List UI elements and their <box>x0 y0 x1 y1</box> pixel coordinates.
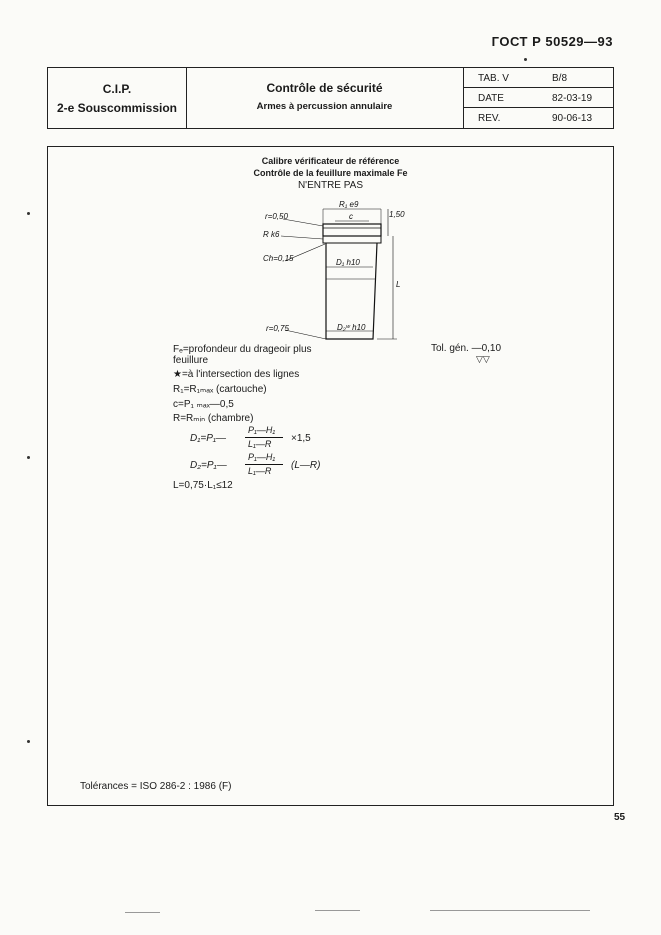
formula1-tail: ×1,5 <box>291 433 311 444</box>
label-ch015: Ch=0,15 <box>263 254 294 263</box>
label-rk6: R k6 <box>263 230 280 239</box>
tab-key: TAB. V <box>478 73 509 84</box>
scan-mark <box>524 58 527 61</box>
date-row <box>464 88 613 108</box>
date-key: DATE <box>478 93 504 104</box>
note-star: ★=à l'intersection des lignes <box>173 369 300 380</box>
header-right-cell <box>464 68 613 128</box>
header-table <box>47 67 614 129</box>
date-value: 82-03-19 <box>552 93 593 104</box>
formula1-numerator: P₁—H₁ <box>248 425 276 435</box>
scan-mark <box>27 212 30 215</box>
surface-finish-symbol: ▽▽ <box>476 354 490 364</box>
main-title-line3: N'ENTRE PAS <box>297 180 364 191</box>
label-r-050: r=0,50 <box>265 212 288 221</box>
label-d2-h10: D₂ʷ h10 <box>337 323 366 332</box>
tolerance-label: Tol. gén. —0,10 <box>431 343 502 354</box>
formula2-numerator: P₁—H₁ <box>248 452 276 462</box>
scan-line <box>125 912 160 913</box>
cip-label: C.I.P. <box>102 82 132 96</box>
header-left-cell <box>48 68 187 128</box>
header-subtitle: Armes à percussion annulaire <box>256 101 393 112</box>
formula1-fraction-bar <box>245 437 283 438</box>
note-r1: R₁=R₁ₘₐₓ (cartouche) <box>173 384 267 395</box>
note-r: R=Rₘᵢₙ (chambre) <box>173 413 254 424</box>
tab-value: B/8 <box>552 73 568 84</box>
formula3: L=0,75·L₁≤12 <box>173 480 233 491</box>
page-number: 55 <box>614 812 626 823</box>
label-d1-h10: D₁ h10 <box>336 258 360 267</box>
rev-row <box>464 108 613 127</box>
label-r1-e9: R₁ e9 <box>339 200 359 209</box>
label-L: L <box>396 280 401 289</box>
label-150: 1,50 <box>389 210 405 219</box>
rev-value: 90-06-13 <box>552 113 593 124</box>
scan-line <box>315 910 360 911</box>
rev-key: REV. <box>478 113 501 124</box>
main-title-line1: Calibre vérificateur de référence <box>261 156 400 166</box>
note-fe: Fₑ=profondeur du drageoir plus <box>173 344 312 355</box>
scan-mark <box>27 456 30 459</box>
scan-mark <box>27 740 30 743</box>
general-tolerance <box>431 343 501 365</box>
formula2-lhs: D₂=P₁— <box>190 460 227 471</box>
tolerances-footer: Tolérances = ISO 286-2 : 1986 (F) <box>80 781 232 792</box>
formula2-fraction-bar <box>245 464 283 465</box>
gauge-drawing <box>263 199 403 344</box>
tab-row <box>464 68 613 88</box>
main-title-line2: Contrôle de la feuillure maximale Fe <box>253 168 408 178</box>
document-reference: ГОСТ Р 50529—93 <box>491 34 613 49</box>
header-title: Contrôle de sécurité <box>266 81 383 95</box>
note-feuillure: feuillure <box>173 355 209 366</box>
header-center-cell <box>186 68 464 128</box>
label-c: c <box>349 212 353 221</box>
formula2-denominator: L₁—R <box>248 466 272 476</box>
formula2-tail: (L—R) <box>291 460 321 471</box>
scan-line <box>430 910 590 911</box>
label-r-075: r=0,75 <box>266 324 289 333</box>
subcommission-label: 2-e Souscommission <box>56 101 178 115</box>
formula1-denominator: L₁—R <box>248 439 272 449</box>
formula1-lhs: D₁=P₁— <box>190 433 227 444</box>
main-panel <box>47 146 614 806</box>
note-c: c=P₁ ₘₐₓ—0,5 <box>173 399 234 410</box>
